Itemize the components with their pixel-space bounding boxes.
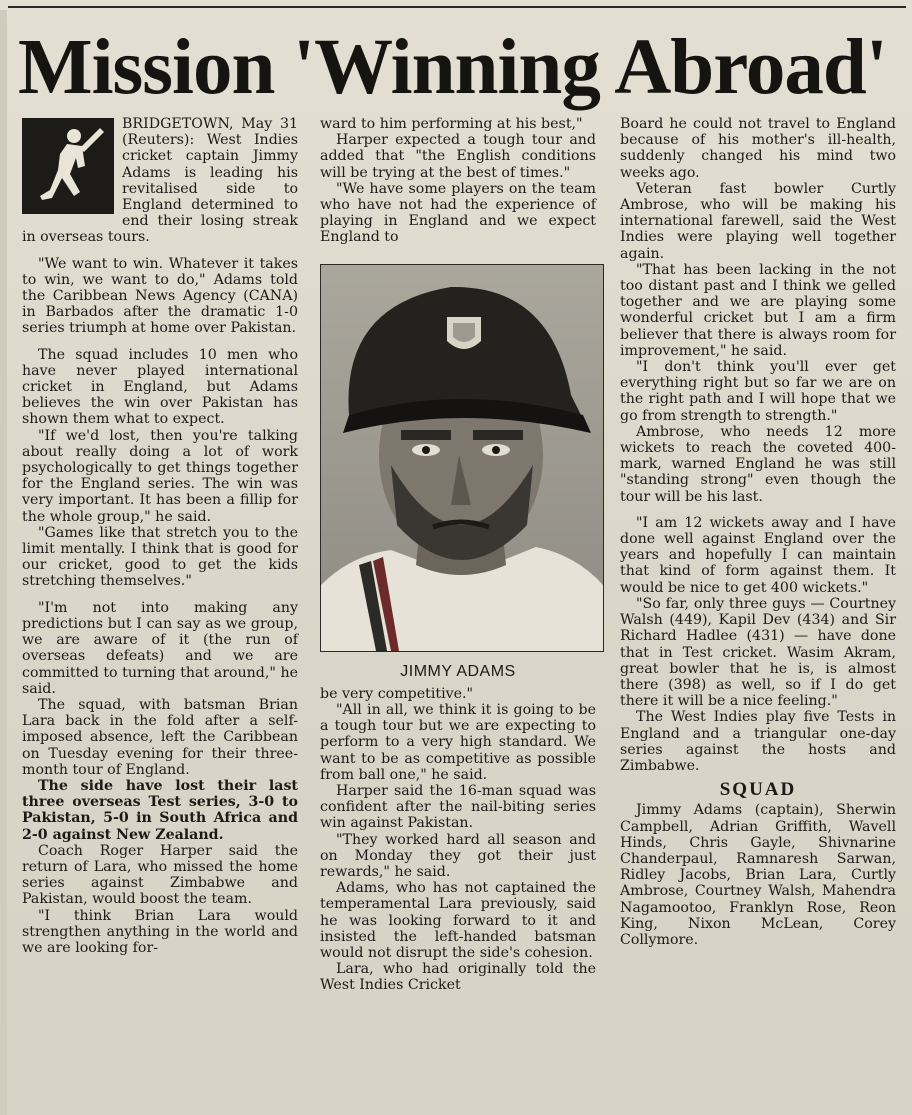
photo-caption: JIMMY ADAMS	[400, 662, 516, 680]
article-column-3	[620, 116, 896, 948]
top-rule	[8, 6, 906, 8]
player-portrait	[320, 264, 604, 652]
photo-block	[320, 264, 606, 652]
paragraph: Ambrose, who needs 12 more wickets to reach the coveted 400-mark, warned England he was still "standing strong" even though the tour will be his last.	[620, 423, 896, 505]
paragraph: "That has been lacking in the not too distant past and I think we gelled together and we are playing some wonderful cricket but I am a firm believer that there is always room for improvement," he said.	[620, 261, 896, 359]
paragraph: "We have some players on the team who have not had the experience of playing in England and we expect England to	[320, 180, 596, 246]
squad-heading: SQUAD	[719, 779, 797, 801]
paragraph: The squad includes 10 men who have never played international cricket in England, but Adams believes the win over Pakistan has shown them what to expect.	[22, 346, 298, 428]
paragraph: "I'm not into making any predictions but I can say as we group, we are aware of it (the run of overseas defeats) and we are committed to turning that around," he said.	[22, 599, 298, 697]
paragraph: "I think Brian Lara would strengthen anything in the world and we are looking for-	[22, 907, 298, 956]
paragraph: Lara, who had originally told the West Indies Cricket	[320, 961, 596, 994]
paragraph: ward to him performing at his best,"	[320, 116, 583, 132]
highlight-paragraph: The side have lost their last three overseas Test series, 3-0 to Pakistan, 5-0 in South Africa and 2-0 against New Zealand.	[22, 777, 298, 843]
paragraph: "We want to win. Whatever it takes to win, we want to do," Adams told the Caribbean News Agency (CANA) in Barbados after the dramatic 1-0 series triumph at home over Pakistan.	[22, 255, 298, 337]
paragraph: Board he could not travel to England because of his mother's ill-health, suddenly changed his mind two weeks ago.	[620, 116, 896, 181]
paragraph: "I am 12 wickets away and I have done well against England over the years and hopefully I can maintain that kind of form against them. It would be nice to get 400 wickets."	[620, 514, 896, 596]
paragraph: Adams, who has not captained the temperamental Lara previously, said he was looking forward to it and insisted the left-handed batsman would not disrupt the side's cohesion.	[320, 880, 596, 962]
squad-list: Jimmy Adams (captain), Sherwin Campbell, Adrian Griffith, Wavell Hinds, Chris Gayle, Shivnarine Chanderpaul, Ramnaresh Sarwan, Ridley Jacobs, Brian Lara, Curtly Ambrose, Courtney Walsh, Mahendra Nagamootoo, Franklyn Rose, Reon King, Nixon McLean, Corey Collymore.	[620, 802, 896, 948]
paragraph: "They worked hard all season and on Monday they got their just rewards," he said.	[320, 831, 596, 881]
paragraph: Harper said the 16-man squad was confident after the nail-biting series win against Pakistan.	[320, 783, 596, 832]
article-column-1	[22, 116, 298, 956]
paragraph: Harper expected a tough tour and added that "the English conditions will be trying at the best of times."	[320, 132, 596, 181]
article-column-2	[320, 116, 596, 994]
cricket-batsman-icon	[22, 118, 114, 214]
paragraph: "All in all, we think it is going to be a tough tour but we are expecting to perform to a very high standard. We want to be as competitive as possible from ball one," he said.	[320, 702, 596, 783]
paragraph: Veteran fast bowler Curtly Ambrose, who will be making his international farewell, said the West Indies were playing well together again.	[620, 180, 896, 262]
paragraph: "I don't think you'll ever get everything right but so far we are on the right path and I will hope that we go from strength to strength."	[620, 359, 896, 424]
dateline-paragraph: BRIDGETOWN, May 31 (Reuters): West Indies cricket captain Jimmy Adams is leading his revitalised side to England determined to end their losing streak in overseas tours.	[22, 116, 298, 246]
paragraph: "So far, only three guys — Courtney Walsh (449), Kapil Dev (434) and Sir Richard Hadlee (431) — have done that in Test cricket. Wasim Akram, great bowler that he is, is almost there (398) as well, so if I do get there it will be a nice feeling."	[620, 595, 896, 710]
page-margin	[0, 10, 7, 1115]
headline: Mission 'Winning Abroad'	[18, 24, 887, 111]
paragraph: be very competitive."	[320, 685, 474, 702]
paragraph: "Games like that stretch you to the limit mentally. I think that is good for our cricket, good to get the kids stretching themselves."	[22, 524, 298, 590]
paragraph: The West Indies play five Tests in England and a triangular one-day series against the hosts and Zimbabwe.	[620, 709, 896, 774]
paragraph: "If we'd lost, then you're talking about really doing a lot of work psychologically to get things together for the England series. The win was very important. It has been a fillip for the whole group," he said.	[22, 427, 298, 525]
paragraph: Coach Roger Harper said the return of Lara, who missed the home series against Zimbabwe and Pakistan, would boost the team.	[22, 842, 298, 908]
paragraph: The squad, with batsman Brian Lara back in the fold after a self-imposed absence, left the Caribbean on Tuesday evening for their three-month tour of England.	[22, 696, 298, 778]
